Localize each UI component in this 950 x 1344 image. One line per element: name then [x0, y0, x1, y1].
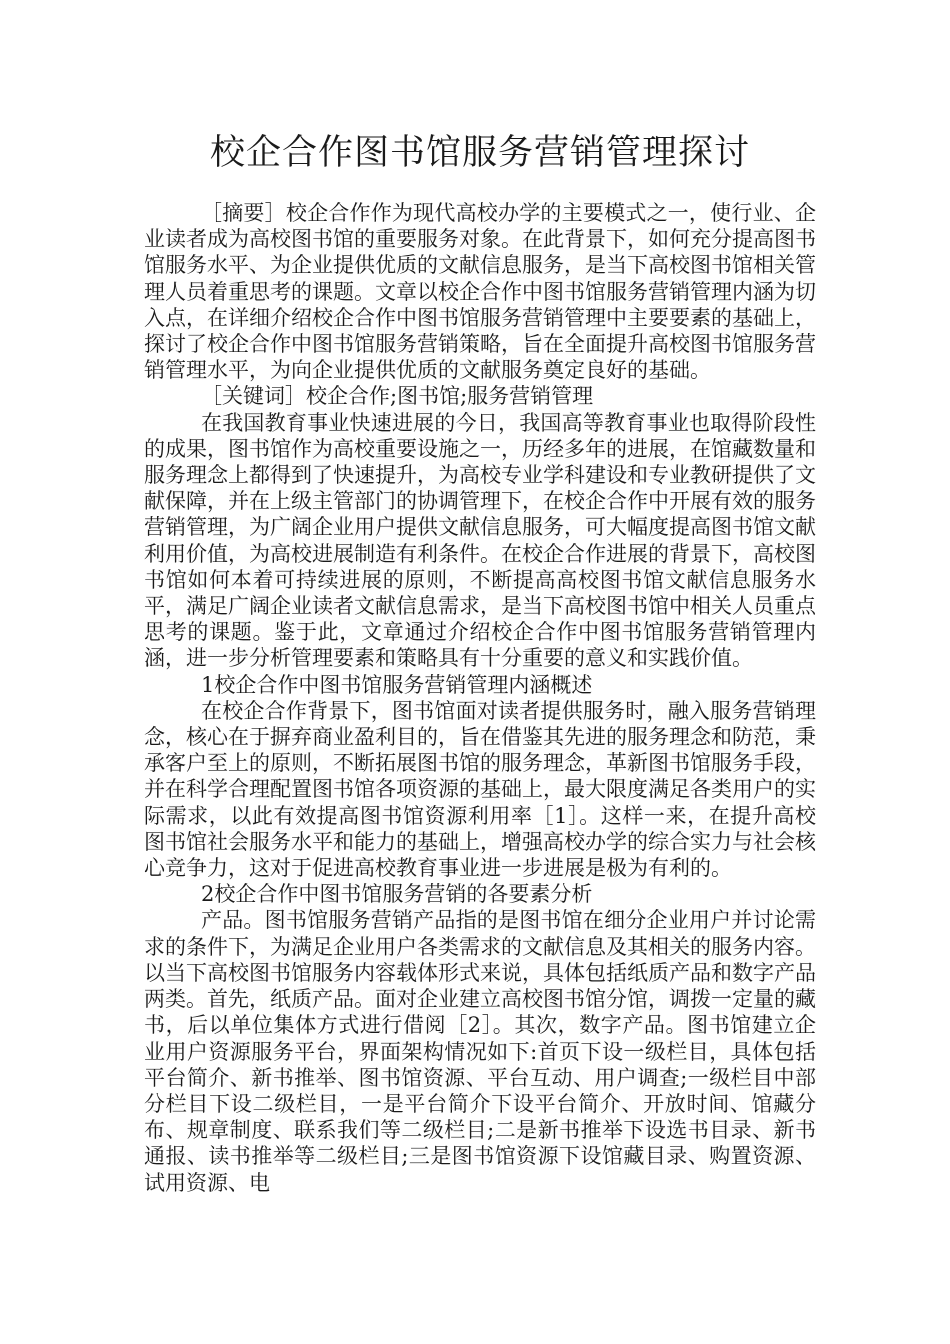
document-page: [144, 126, 816, 1196]
document-title: 校企合作图书馆服务营销管理探讨: [209, 133, 750, 173]
section-1-paragraph: 在校企合作背景下，图书馆面对读者提供服务时，融入服务营销理念，核心在于摒弃商业盈利目的，旨在借鉴其先进的服务理念和防范，秉承客户至上的原则，不断拓展图书馆的服务理念，革新图书馆服务手段，并在科学合理配置图书馆各项资源的基础上，最大限度满足各类用户的实际需求，以此有效提高图书馆资源利用率［1］。这样一来，在提升高校图书馆社会服务水平和能力的基础上，增强高校办学的综合实力与社会核心竞争力，这对于促进高校教育事业进一步进展是极为有利的。: [144, 698, 816, 881]
intro-paragraph: 在我国教育事业快速进展的今日，我国高等教育事业也取得阶段性的成果，图书馆作为高校重要设施之一，历经多年的进展，在馆藏数量和服务理念上都得到了快速提升，为高校专业学科建设和专业教研提供了文献保障，并在上级主管部门的协调管理下，在校企合作中开展有效的服务营销管理，为广阔企业用户提供文献信息服务，可大幅度提高图书馆文献利用价值，为高校进展制造有利条件。在校企合作进展的背景下，高校图书馆如何本着可持续进展的原则，不断提高高校图书馆文献信息服务水平，满足广阔企业读者文献信息需求，是当下高校图书馆中相关人员重点思考的课题。鉴于此，文章通过介绍校企合作中图书馆服务营销管理内涵，进一步分析管理要素和策略具有十分重要的意义和实践价值。: [144, 410, 816, 671]
section-2-heading: 2校企合作中图书馆服务营销的各要素分析: [201, 882, 593, 907]
abstract-paragraph: ［摘要］校企合作作为现代高校办学的主要模式之一，使行业、企业读者成为高校图书馆的重要服务对象。在此背景下，如何充分提高图书馆服务水平、为企业提供优质的文献信息服务，是当下高校图书馆相关管理人员着重思考的课题。文章以校企合作中图书馆服务营销管理内涵为切入点，在详细介绍校企合作中图书馆服务营销管理中主要要素的基础上，探讨了校企合作中图书馆服务营销策略，旨在全面提升高校图书馆服务营销管理水平，为向企业提供优质的文献服务奠定良好的基础。: [144, 201, 816, 383]
section-1-heading: 1校企合作中图书馆服务营销管理内涵概述: [201, 672, 593, 697]
keywords-paragraph: ［关键词］校企合作;图书馆;服务营销管理: [201, 384, 594, 409]
section-2-paragraph: 产品。图书馆服务营销产品指的是图书馆在细分企业用户并讨论需求的条件下，为满足企业用户各类需求的文献信息及其相关的服务内容。以当下高校图书馆服务内容载体形式来说，具体包括纸质产品和数字产品两类。首先，纸质产品。面对企业建立高校图书馆分馆，调拨一定量的藏书，后以单位集体方式进行借阅［2］。其次，数字产品。图书馆建立企业用户资源服务平台，界面架构情况如下:首页下设一级栏目，具体包括平台简介、新书推举、图书馆资源、平台互动、用户调查;一级栏目中部分栏目下设二级栏目，一是平台简介下设平台简介、开放时间、馆藏分布、规章制度、联系我们等二级栏目;二是新书推举下设选书目录、新书通报、读书推举等二级栏目;三是图书馆资源下设馆藏目录、购置资源、试用资源、电: [144, 908, 816, 1195]
